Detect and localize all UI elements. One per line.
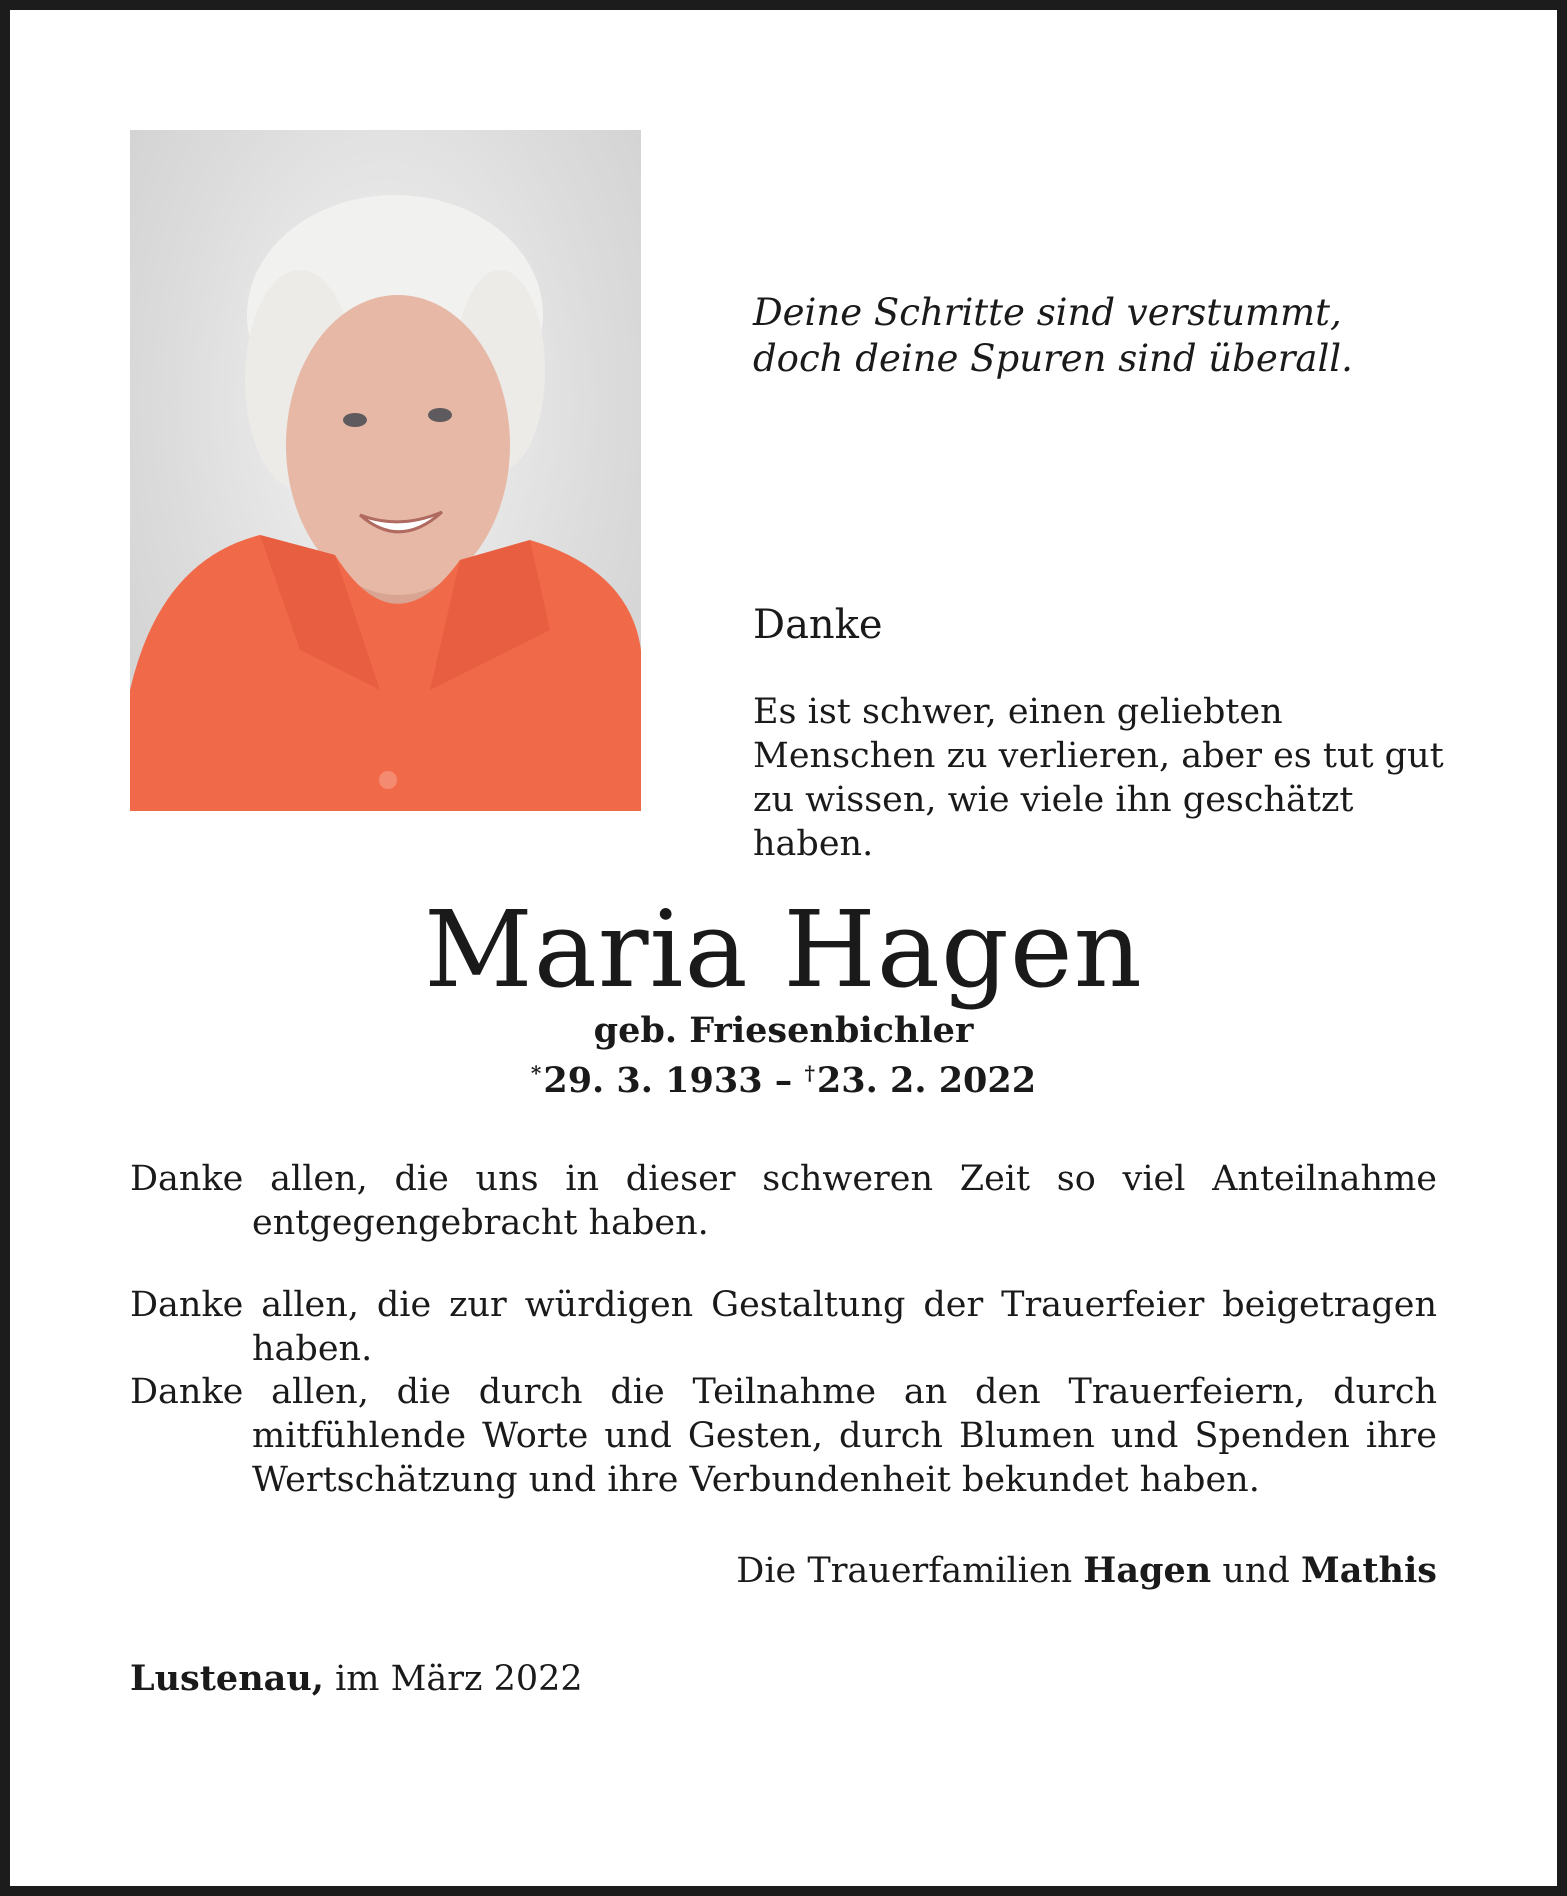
portrait-illustration — [130, 130, 641, 811]
birth-name: geb. Friesenbichler — [593, 1010, 974, 1051]
date-separator: – — [762, 1060, 805, 1101]
life-dates — [0, 1052, 1567, 1102]
signoff-connector: und — [1211, 1551, 1301, 1591]
birth-symbol: * — [530, 1061, 542, 1085]
shirt-button-shape — [379, 771, 397, 789]
portrait-photo — [130, 130, 641, 811]
publication-date: im März 2022 — [323, 1659, 583, 1699]
death-symbol: † — [804, 1061, 815, 1085]
death-date: 23. 2. 2022 — [816, 1060, 1037, 1101]
deceased-name: Maria Hagen — [424, 888, 1143, 1011]
eye-shape — [428, 408, 452, 422]
birth-date: 29. 3. 1933 — [543, 1060, 763, 1101]
place-name: Lustenau, — [130, 1658, 324, 1699]
face-shape — [286, 295, 510, 595]
family-name: Hagen — [1083, 1550, 1212, 1591]
signoff-prefix: Die Trauerfamilien — [736, 1551, 1084, 1591]
quote-line: Deine Schritte sind verstummt, — [753, 291, 1342, 334]
thanks-paragraph: Danke allen, die uns in dieser schweren Zeit so viel Anteilnahme entgegengebracht haben. — [130, 1159, 1437, 1243]
eye-shape — [343, 413, 367, 427]
thanks-paragraph: Danke allen, die zur würdigen Gestaltung der Trauerfeier beigetragen haben. — [130, 1285, 1437, 1369]
quote-line: doch deine Spuren sind überall. — [753, 337, 1353, 380]
family-name: Mathis — [1300, 1550, 1437, 1591]
thanks-heading: Danke — [753, 602, 883, 648]
thanks-paragraph: Danke allen, die durch die Teilnahme an den Trauerfeiern, durch mitfühlende Worte und Gesten, durch Blumen und Spenden ihre Wertschätzung und ihre Verbundenheit bekundet haben. — [130, 1372, 1437, 1500]
family-signoff — [130, 1549, 1437, 1593]
intro-text: Es ist schwer, einen geliebten Menschen zu verlieren, aber es tut gut zu wissen, wie viele ihn geschätzt haben. — [753, 692, 1444, 864]
memorial-quote — [753, 290, 1473, 382]
place-and-date — [130, 1657, 583, 1701]
